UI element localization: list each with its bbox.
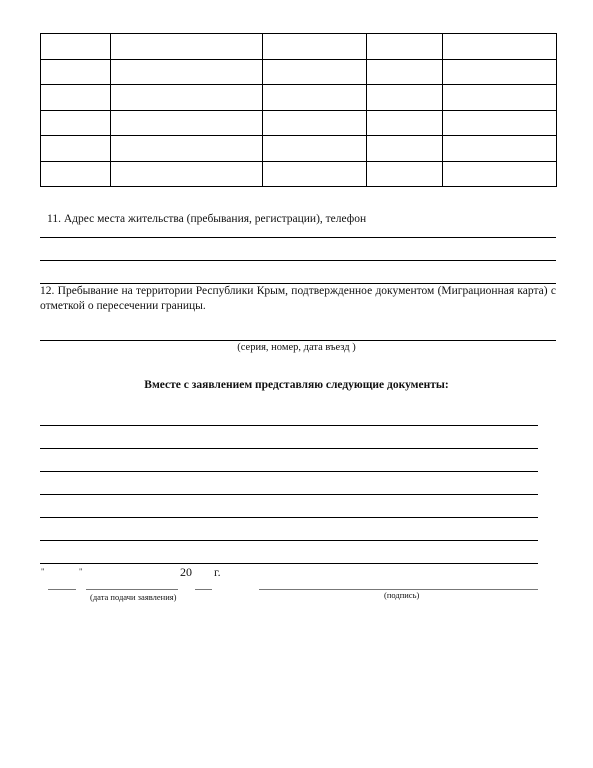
table-cell[interactable] [367, 85, 443, 111]
table-cell[interactable] [263, 85, 367, 111]
table-row [41, 85, 557, 111]
table-cell[interactable] [41, 85, 111, 111]
table-cell[interactable] [41, 59, 111, 85]
table-cell[interactable] [443, 110, 557, 136]
table-cell[interactable] [443, 136, 557, 162]
address-line-1[interactable] [40, 237, 556, 238]
table-cell[interactable] [111, 161, 263, 187]
documents-line-3[interactable] [40, 471, 538, 472]
table-cell[interactable] [367, 161, 443, 187]
table-cell[interactable] [41, 34, 111, 60]
table-cell[interactable] [263, 59, 367, 85]
date-quote-close: " [79, 566, 83, 576]
table-cell[interactable] [367, 110, 443, 136]
table-row [41, 136, 557, 162]
table-cell[interactable] [41, 136, 111, 162]
table-cell[interactable] [41, 161, 111, 187]
section-11-label: 11. Адрес места жительства (пребывания, регистрации), телефон [47, 213, 367, 225]
documents-heading: Вместе с заявлением представляю следующие документы: [144, 379, 449, 391]
documents-line-1[interactable] [40, 425, 538, 426]
table-cell[interactable] [263, 34, 367, 60]
documents-line-6[interactable] [40, 540, 538, 541]
data-table [40, 33, 557, 187]
documents-line-5[interactable] [40, 517, 538, 518]
year-prefix: 20 [180, 565, 192, 579]
address-line-2[interactable] [40, 260, 556, 261]
documents-line-2[interactable] [40, 448, 538, 449]
table-cell[interactable] [367, 59, 443, 85]
table-row [41, 110, 557, 136]
signature-hint: (подпись) [384, 590, 420, 600]
table-cell[interactable] [111, 110, 263, 136]
table-cell[interactable] [263, 161, 367, 187]
table-cell[interactable] [111, 136, 263, 162]
table-row [41, 161, 557, 187]
table-cell[interactable] [443, 161, 557, 187]
date-month-line[interactable] [86, 589, 178, 590]
table-cell[interactable] [111, 34, 263, 60]
migration-card-hint: (серия, номер, дата въезд ) [237, 342, 356, 353]
year-suffix: г. [214, 565, 221, 579]
date-day-line[interactable] [48, 589, 76, 590]
table-cell[interactable] [111, 85, 263, 111]
table-cell[interactable] [111, 59, 263, 85]
table-row [41, 59, 557, 85]
date-hint: (дата подачи заявления) [90, 592, 177, 602]
table-cell[interactable] [443, 85, 557, 111]
table-cell[interactable] [443, 34, 557, 60]
table-cell[interactable] [41, 110, 111, 136]
section-12-text: 12. Пребывание на территории Республики Крым, подтвержденное документом (Миграционная карта) с отметкой о пересечении границы. [40, 285, 556, 312]
date-year-line[interactable] [195, 589, 212, 590]
table-row [41, 34, 557, 60]
table-cell[interactable] [443, 59, 557, 85]
table-cell[interactable] [367, 136, 443, 162]
documents-line-4[interactable] [40, 494, 538, 495]
table-cell[interactable] [263, 136, 367, 162]
date-quote-open: " [41, 566, 45, 576]
table-cell[interactable] [263, 110, 367, 136]
table-cell[interactable] [367, 34, 443, 60]
documents-line-7[interactable] [40, 563, 538, 564]
